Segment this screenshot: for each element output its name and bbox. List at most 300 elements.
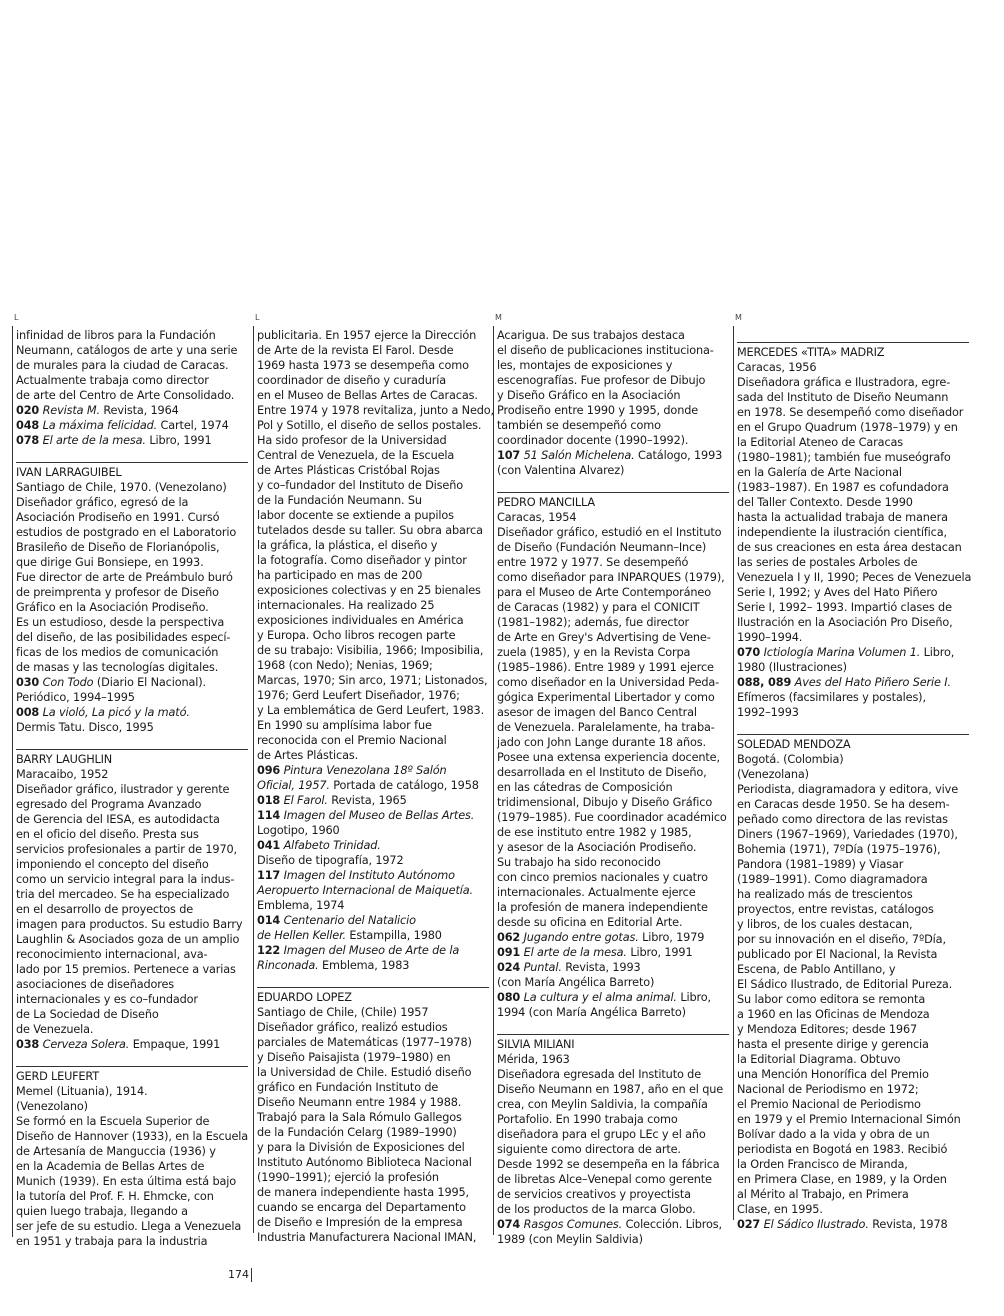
work-line xyxy=(737,645,969,660)
bio-line: la tutoría del Prof. F. H. Ehmcke, con xyxy=(16,1190,214,1203)
work-line xyxy=(16,720,248,735)
bio-line: en las cátedras de Composición xyxy=(497,781,673,794)
column-4 xyxy=(735,313,972,1231)
bio-line: en la Galería de Arte Nacional xyxy=(737,466,902,479)
work-line xyxy=(16,675,248,690)
work-title: El Sádico Ilustrado. xyxy=(763,1218,869,1231)
bio-line: (Venezolano) xyxy=(16,1100,88,1113)
bio-line: Instituto Autónomo Biblioteca Nacional xyxy=(257,1156,472,1169)
work-line xyxy=(257,913,489,928)
bio-line: al Mérito al Trabajo, en Primera xyxy=(737,1188,909,1201)
bio-line: exposiciones individuales en América xyxy=(257,614,464,627)
bio-line: Mérida, 1963 xyxy=(497,1053,570,1066)
bio-line: Portafolio. En 1990 trabaja como xyxy=(497,1113,678,1126)
work-line xyxy=(737,705,969,720)
work-title: Ictiología Marina Volumen 1. xyxy=(763,646,921,659)
bio-line: y Diseño Paisajista (1979–1980) en xyxy=(257,1051,451,1064)
bio-line: como diseñador para INPARQUES (1979), xyxy=(497,571,725,584)
bio-line: y asesor de la Asociación Prodiseño. xyxy=(497,841,697,854)
bio-line: el diseño de publicaciones instituciona- xyxy=(497,344,714,357)
bio-line: crea, con Meylin Saldivia, la compañía xyxy=(497,1098,708,1111)
bio-line: Ha sido profesor de la Universidad xyxy=(257,434,447,447)
work-details: Revista, 1965 xyxy=(327,794,407,807)
bio-line: también se desempeñó como xyxy=(497,419,661,432)
work-code: 117 xyxy=(257,869,281,882)
work-details: Empaque, 1991 xyxy=(129,1038,221,1051)
bio-line: 1969 hasta 1973 se desempeña como xyxy=(257,359,469,372)
bio-line: Industria Manufacturera Nacional IMAN, xyxy=(257,1231,477,1244)
bio-line: de libretas Alce–Venepal como gerente xyxy=(497,1173,712,1186)
work-code: 038 xyxy=(16,1038,40,1051)
work-code: 078 xyxy=(16,434,40,447)
bio-line: Bohemia (1971), 7ºDía (1975–1976), xyxy=(737,843,941,856)
work-title: Revista M. xyxy=(42,404,100,417)
bio-line: lado por 15 premios. Pertenece a varias xyxy=(16,963,236,976)
column-1 xyxy=(14,313,249,1248)
work-details: Portada de catálogo, 1958 xyxy=(329,779,479,792)
bio-line: del diseño, de las posibilidades especí- xyxy=(16,631,231,644)
work-line xyxy=(257,838,489,853)
bio-line: jado con John Lange durante 18 años. xyxy=(497,736,706,749)
bio-line: de manera independiente hasta 1995, xyxy=(257,1186,470,1199)
work-code: 027 xyxy=(737,1218,761,1231)
bio-line: de la Fundación Celarg (1989–1990) xyxy=(257,1126,457,1139)
work-title: Imagen del Instituto Autónomo xyxy=(283,869,455,882)
designer-entry xyxy=(737,342,972,720)
work-details: Emblema, 1974 xyxy=(257,899,345,912)
bio-line: servicios profesionales a partir de 1970, xyxy=(16,843,237,856)
bio-line: de Venezuela. Paralelamente, ha traba- xyxy=(497,721,715,734)
bio-line: (1985–1986). Entre 1989 y 1991 ejerce xyxy=(497,661,714,674)
bio-line: estudios de postgrado en el Laboratorio xyxy=(16,526,237,539)
bio-line: coordinador de diseño y curaduría xyxy=(257,374,447,387)
work-line xyxy=(257,928,489,943)
work-details: 1992–1993 xyxy=(737,706,799,719)
bio-line: Serie I, 1992– 1993. Impartió clases de xyxy=(737,601,952,614)
work-line xyxy=(16,705,248,720)
bio-line: Pandora (1981–1989) y Viasar xyxy=(737,858,904,871)
bio-line: asociaciones de diseñadores xyxy=(16,978,175,991)
work-line xyxy=(16,403,248,418)
work-code: 048 xyxy=(16,419,40,432)
work-line xyxy=(497,930,729,945)
bio-line: Su trabajo ha sido reconocido xyxy=(497,856,661,869)
bio-line: publicitaria. En 1957 ejerce la Dirección xyxy=(257,329,477,342)
bio-line: Venezuela I y II, 1990; Peces de Venezuela xyxy=(737,571,972,584)
bio-line: gráfico en Fundación Instituto de xyxy=(257,1081,439,1094)
bio-line: en 1979 y el Premio Internacional Simón xyxy=(737,1113,961,1126)
column-text xyxy=(497,328,729,1247)
work-details: Libro, 1991 xyxy=(626,946,693,959)
work-line xyxy=(737,690,969,705)
bio-line: Entre 1974 y 1978 revitaliza, junto a Nedo, xyxy=(257,404,494,417)
bio-line: de sus creaciones en esta área destacan xyxy=(737,541,962,554)
work-details: Cartel, 1974 xyxy=(157,419,229,432)
work-line xyxy=(497,1232,729,1247)
bio-line: por su innovación en el diseño, 7ºDía, xyxy=(737,933,946,946)
work-line xyxy=(257,883,489,898)
work-line xyxy=(257,868,489,883)
work-details: Revista, 1978 xyxy=(868,1218,948,1231)
bio-line: de Diseño e Impresión de la empresa xyxy=(257,1216,463,1229)
work-title: El arte de la mesa. xyxy=(42,434,146,447)
bio-line: Posee una extensa experiencia docente, xyxy=(497,751,720,764)
bio-line: asesor de imagen del Banco Central xyxy=(497,706,697,719)
bio-line: la Orden Francisco de Miranda, xyxy=(737,1158,908,1171)
bio-line: desde su oficina en Editorial Arte. xyxy=(497,916,683,929)
work-title: Puntal. xyxy=(523,961,562,974)
bio-line: en 1978. Se desempeñó como diseñador xyxy=(737,406,964,419)
bio-line: 1976; Gerd Leufert Diseñador, 1976; xyxy=(257,689,460,702)
work-details: Revista, 1964 xyxy=(99,404,179,417)
bio-line: siguiente como directora de arte. xyxy=(497,1143,681,1156)
work-line xyxy=(257,793,489,808)
work-details: Catálogo, 1993 xyxy=(634,449,723,462)
work-line xyxy=(497,463,729,478)
work-line xyxy=(16,433,248,448)
column-rule xyxy=(733,326,734,1220)
work-line xyxy=(16,690,248,705)
bio-line: Es un estudioso, desde la perspectiva xyxy=(16,616,225,629)
bio-line: Caracas, 1956 xyxy=(737,361,817,374)
column-2 xyxy=(255,313,494,1244)
bio-line: gógica Experimental Libertador y como xyxy=(497,691,715,704)
work-title: Rasgos Comunes. xyxy=(523,1218,623,1231)
bio-line: Diseñador gráfico, realizó estudios xyxy=(257,1021,448,1034)
bio-line: ser jefe de su estudio. Llega a Venezuela xyxy=(16,1220,242,1233)
designer-entry xyxy=(16,1066,248,1249)
bio-line: de la Fundación Neumann. Su xyxy=(257,494,422,507)
bio-line: de Caracas (1982) y para el CONICIT xyxy=(497,601,700,614)
bio-line: Se formó en la Escuela Superior de xyxy=(16,1115,210,1128)
work-details: 1989 (con Meylin Saldivia) xyxy=(497,1233,643,1246)
work-line xyxy=(737,660,969,675)
designer-name: GERD LEUFERT xyxy=(16,1066,248,1084)
bio-line: Diseñadora egresada del Instituto de xyxy=(497,1068,701,1081)
bio-line: Acarigua. De sus trabajos destaca xyxy=(497,329,685,342)
bio-line: que dirige Gui Bonsiepe, en 1993. xyxy=(16,556,204,569)
work-details: Efímeros (facsimilares y postales), xyxy=(737,691,926,704)
work-line xyxy=(257,808,489,823)
bio-line: sada del Instituto de Diseño Neumann xyxy=(737,391,949,404)
bio-line: y Diseño Gráfico en la Asociación xyxy=(497,389,681,402)
bio-line: como diseñador en la Universidad Peda- xyxy=(497,676,720,689)
work-title: El arte de la mesa. xyxy=(523,946,627,959)
bio-line: internacionales. Ha realizado 25 xyxy=(257,599,435,612)
work-code: 091 xyxy=(497,946,521,959)
bio-line: hasta la actualidad trabaja de manera xyxy=(737,511,948,524)
work-title: Con Todo xyxy=(42,676,94,689)
work-details: Libro, xyxy=(920,646,955,659)
designer-name: PEDRO MANCILLA xyxy=(497,492,729,510)
bio-line: Laughlin & Asociados goza de un amplio xyxy=(16,933,240,946)
bio-line: del Taller Contexto. Desde 1990 xyxy=(737,496,913,509)
bio-line: escenografías. Fue profesor de Dibujo xyxy=(497,374,706,387)
bio-line: en Primera Clase, en 1989, y la Orden xyxy=(737,1173,947,1186)
bio-line: Escena, de Pablo Antillano, y xyxy=(737,963,896,976)
bio-line: de los productos de la marca Globo. xyxy=(497,1203,696,1216)
work-details: Estampilla, 1980 xyxy=(345,929,442,942)
bio-line: Diseño Neumann entre 1984 y 1988. xyxy=(257,1096,462,1109)
designer-name: SOLEDAD MENDOZA xyxy=(737,734,969,752)
page-number: 174 xyxy=(228,1268,252,1282)
work-title: de Hellen Keller. xyxy=(257,929,346,942)
work-code: 080 xyxy=(497,991,521,1004)
work-line xyxy=(497,975,729,990)
bio-line: el Premio Nacional de Periodismo xyxy=(737,1098,921,1111)
bio-line: Santiago de Chile, 1970. (Venezolano) xyxy=(16,481,227,494)
bio-line: (Venezolana) xyxy=(737,768,809,781)
work-code: 018 xyxy=(257,794,281,807)
bio-line: Clase, en 1995. xyxy=(737,1203,823,1216)
bio-line: Gráfico en la Asociación Prodiseño. xyxy=(16,601,209,614)
work-line xyxy=(16,418,248,433)
bio-line: (1981–1982); además, fue director xyxy=(497,616,689,629)
bio-line: (1980–1981); también fue museógrafo xyxy=(737,451,951,464)
work-title: Rinconada. xyxy=(257,959,319,972)
work-line xyxy=(497,1005,729,1020)
bio-line: Periodista, diagramadora y editora, vive xyxy=(737,783,959,796)
designer-name: EDUARDO LOPEZ xyxy=(257,987,489,1005)
column-3 xyxy=(495,313,727,1246)
bio-line: de Artes Plásticas. xyxy=(257,749,359,762)
bio-line: la gráfica, la plástica, el diseño y xyxy=(257,539,438,552)
column-rule xyxy=(493,326,494,1235)
bio-line: la Universidad de Chile. Estudió diseño xyxy=(257,1066,472,1079)
bio-line: de La Sociedad de Diseño xyxy=(16,1008,159,1021)
work-details: Colección. Libros, xyxy=(622,1218,722,1231)
index-letter: M xyxy=(735,313,742,322)
work-line xyxy=(497,1217,729,1232)
bio-line: una Mención Honorífica del Premio xyxy=(737,1068,929,1081)
work-line xyxy=(737,675,969,690)
work-title: La cultura y el alma animal. xyxy=(523,991,677,1004)
bio-line: a 1960 en las Oficinas de Mendoza xyxy=(737,1008,930,1021)
bio-line: Brasileño de Diseño de Florianópolis, xyxy=(16,541,220,554)
work-line xyxy=(257,898,489,913)
bio-line: de masas y las tecnologías digitales. xyxy=(16,661,219,674)
bio-line: (1979–1985). Fue coordinador académico xyxy=(497,811,727,824)
bio-line: 1968 (con Nedo); Nenias, 1969; xyxy=(257,659,433,672)
bio-line: publicado por El Nacional, la Revista xyxy=(737,948,938,961)
work-details: 1980 (Ilustraciones) xyxy=(737,661,847,674)
work-title: Imagen del Museo de Arte de la xyxy=(283,944,460,957)
bio-line: en Caracas desde 1950. Se ha desem- xyxy=(737,798,950,811)
bio-line: en el desarrollo de proyectos de xyxy=(16,903,194,916)
work-details: Revista, 1993 xyxy=(561,961,641,974)
work-title: 51 Salón Michelena. xyxy=(523,449,635,462)
work-title: Alfabeto Trinidad. xyxy=(283,839,381,852)
bio-line: y Europa. Ocho libros recogen parte xyxy=(257,629,456,642)
bio-line: tridimensional, Dibujo y Diseño Gráfico xyxy=(497,796,713,809)
work-line xyxy=(257,763,489,778)
work-code: 088, 089 xyxy=(737,676,792,689)
bio-line: reconocimiento internacional, ava- xyxy=(16,948,208,961)
work-title: Centenario del Natalicio xyxy=(283,914,416,927)
work-code: 062 xyxy=(497,931,521,944)
bio-line: Maracaibo, 1952 xyxy=(16,768,109,781)
bio-line: desarrollada en el Instituto de Diseño, xyxy=(497,766,707,779)
bio-line: Asociación Prodiseño en 1991. Cursó xyxy=(16,511,220,524)
bio-line: y Mendoza Editores; desde 1967 xyxy=(737,1023,918,1036)
bio-line: de Arte de la revista El Farol. Desde xyxy=(257,344,454,357)
bio-line: de murales para la ciudad de Caracas. xyxy=(16,359,229,372)
work-line xyxy=(497,990,729,1005)
bio-line: y libros, de los cuales destacan, xyxy=(737,918,913,931)
work-code: 122 xyxy=(257,944,281,957)
bio-line: Pol y Sotillo, el diseño de sellos postales. xyxy=(257,419,482,432)
work-code: 008 xyxy=(16,706,40,719)
bio-line: 1990–1994. xyxy=(737,631,803,644)
bio-line: egresado del Programa Avanzado xyxy=(16,798,202,811)
bio-line: internacionales y es co–fundador xyxy=(16,993,198,1006)
bio-line: Caracas, 1954 xyxy=(497,511,577,524)
bio-line: Santiago de Chile, (Chile) 1957 xyxy=(257,1006,429,1019)
bio-line: de Venezuela. xyxy=(16,1023,94,1036)
bio-line: Bogotá. (Colombia) xyxy=(737,753,844,766)
bio-line: como un servicio integral para la indus- xyxy=(16,873,235,886)
bio-line: ha participado en mas de 200 xyxy=(257,569,423,582)
bio-line: y La emblemática de Gerd Leufert, 1983. xyxy=(257,704,485,717)
bio-line: de arte del Centro de Arte Consolidado. xyxy=(16,389,235,402)
bio-line: Trabajó para la Sala Rómulo Gallegos xyxy=(257,1111,462,1124)
bio-line: zuela (1985), y en la Revista Corpa xyxy=(497,646,691,659)
designer-entry xyxy=(257,987,489,1245)
bio-line: en la Academia de Bellas Artes de xyxy=(16,1160,205,1173)
bio-line: con cinco premios nacionales y cuatro xyxy=(497,871,708,884)
bio-line: imagen para productos. Su estudio Barry xyxy=(16,918,243,931)
bio-line: Su labor como editora se remonta xyxy=(737,993,926,1006)
work-title: Oficial, 1957. xyxy=(257,779,330,792)
work-details: Diseño de tipografía, 1972 xyxy=(257,854,404,867)
bio-line: de su trabajo: Visibilia, 1966; Imposibilia, xyxy=(257,644,484,657)
work-title: Aves del Hato Piñero Serie I. xyxy=(794,676,951,689)
bio-line: la fotografía. Como diseñador y pintor xyxy=(257,554,467,567)
work-details: Libro, 1991 xyxy=(145,434,212,447)
bio-line: reconocida con el Premio Nacional xyxy=(257,734,447,747)
bio-line: Neumann, catálogos de arte y una serie xyxy=(16,344,238,357)
designer-entry xyxy=(16,749,248,1052)
work-code: 114 xyxy=(257,809,281,822)
work-code: 096 xyxy=(257,764,281,777)
bio-line: hasta el presente dirige y gerencia xyxy=(737,1038,929,1051)
bio-line: en 1951 y trabaja para la industria xyxy=(16,1235,208,1248)
bio-line: les, montajes de exposiciones y xyxy=(497,359,673,372)
work-details: (con María Angélica Barreto) xyxy=(497,976,655,989)
entry-continuation xyxy=(497,328,729,478)
bio-line: periodista en Bogotá en 1983. Recibió xyxy=(737,1143,948,1156)
bio-line: Munich (1939). En esta última está bajo xyxy=(16,1175,237,1188)
bio-line: ha realizado más de trescientos xyxy=(737,888,913,901)
bio-line: Memel (Lituania), 1914. xyxy=(16,1085,148,1098)
work-code: 020 xyxy=(16,404,40,417)
bio-line: (1983–1987). En 1987 es cofundadora xyxy=(737,481,949,494)
work-details: Libro, 1979 xyxy=(638,931,705,944)
bio-line: de Artes Plásticas Cristóbal Rojas xyxy=(257,464,440,477)
bio-line: (1989–1991). Como diagramadora xyxy=(737,873,928,886)
work-code: 024 xyxy=(497,961,521,974)
index-letter: M xyxy=(495,313,502,322)
bio-line: en el Museo de Bellas Artes de Caracas. xyxy=(257,389,478,402)
work-line xyxy=(257,853,489,868)
column-text xyxy=(257,328,494,1245)
work-title: Imagen del Museo de Bellas Artes. xyxy=(283,809,475,822)
work-line xyxy=(257,958,489,973)
designer-name: SILVIA MILIANI xyxy=(497,1034,729,1052)
bio-line: la Editorial Ateneo de Caracas xyxy=(737,436,904,449)
bio-line: independiente la ilustración científica, xyxy=(737,526,947,539)
bio-line: cuando se encarga del Departamento xyxy=(257,1201,466,1214)
designer-entry xyxy=(497,492,729,1020)
bio-line: internacionales. Actualmente ejerce xyxy=(497,886,696,899)
bio-line: infinidad de libros para la Fundación xyxy=(16,329,216,342)
work-code: 014 xyxy=(257,914,281,927)
work-line xyxy=(257,943,489,958)
work-details: Emblema, 1983 xyxy=(318,959,410,972)
bio-line: El Sádico Ilustrado, de Editorial Pureza. xyxy=(737,978,953,991)
bio-line: de ese instituto entre 1982 y 1985, xyxy=(497,826,692,839)
bio-line: Diseñador gráfico, egresó de la xyxy=(16,496,189,509)
bio-line: parciales de Matemáticas (1977–1978) xyxy=(257,1036,472,1049)
bio-line: y co–fundador del Instituto de Diseño xyxy=(257,479,463,492)
work-line xyxy=(497,448,729,463)
bio-line: (1990–1991); ejerció la profesión xyxy=(257,1171,439,1184)
bio-line: quien luego trabaja, llegando a xyxy=(16,1205,188,1218)
bio-line: Diners (1967–1969), Variedades (1970), xyxy=(737,828,958,841)
designer-entry xyxy=(497,1034,729,1247)
bio-line: de preimprenta y profesor de Diseño xyxy=(16,586,219,599)
work-details: (Diario El Nacional). xyxy=(93,676,206,689)
bio-line: Central de Venezuela, de la Escuela xyxy=(257,449,455,462)
column-text xyxy=(737,342,972,1232)
bio-line: y para la División de Exposiciones del xyxy=(257,1141,465,1154)
bio-line: imponiendo el concepto del diseño xyxy=(16,858,209,871)
bio-line: ficas de los medios de comunicación xyxy=(16,646,219,659)
index-letter: L xyxy=(255,313,260,322)
column-text xyxy=(16,328,248,1249)
bio-line: de Arte en Grey's Advertising de Vene- xyxy=(497,631,711,644)
bio-line: coordinador docente (1990–1992). xyxy=(497,434,689,447)
work-title: Pintura Venezolana 18º Salón xyxy=(283,764,447,777)
bio-line: la profesión de manera independiente xyxy=(497,901,708,914)
bio-line: Diseñador gráfico, estudió en el Instituto xyxy=(497,526,722,539)
bio-line: Marcas, 1970; Sin arco, 1971; Listonados, xyxy=(257,674,488,687)
bio-line: la Editorial Diagrama. Obtuvo xyxy=(737,1053,901,1066)
bio-line: En 1990 su amplísima labor fue xyxy=(257,719,432,732)
bio-line: Nacional de Periodismo en 1972; xyxy=(737,1083,919,1096)
work-details: Libro, xyxy=(676,991,711,1004)
bio-line: diseñadora para el grupo LEc y el año xyxy=(497,1128,706,1141)
bio-line: Diseñadora gráfica e Ilustradora, egre- xyxy=(737,376,951,389)
work-title: Aeropuerto Internacional de Maiquetía. xyxy=(257,884,473,897)
work-title: El Farol. xyxy=(283,794,328,807)
work-details: (con Valentina Alvarez) xyxy=(497,464,625,477)
bio-line: de Artesanía de Manguccia (1936) y xyxy=(16,1145,216,1158)
work-line xyxy=(737,1217,969,1232)
bio-line: Fue director de arte de Preámbulo buró xyxy=(16,571,233,584)
bio-line: de Gerencia del IESA, es autodidacta xyxy=(16,813,220,826)
designer-name: IVAN LARRAGUIBEL xyxy=(16,462,248,480)
bio-line: Serie I, 1992; y Aves del Hato Piñero xyxy=(737,586,938,599)
designer-name: MERCEDES «TITA» MADRIZ xyxy=(737,342,969,360)
bio-line: exposiciones colectivas y en 25 bienales xyxy=(257,584,481,597)
work-line xyxy=(257,823,489,838)
bio-line: proyectos, entre revistas, catálogos xyxy=(737,903,934,916)
designer-entry xyxy=(737,734,969,1232)
work-title: Jugando entre gotas. xyxy=(523,931,639,944)
bio-line: Actualmente trabaja como director xyxy=(16,374,209,387)
entry-continuation xyxy=(16,328,248,448)
